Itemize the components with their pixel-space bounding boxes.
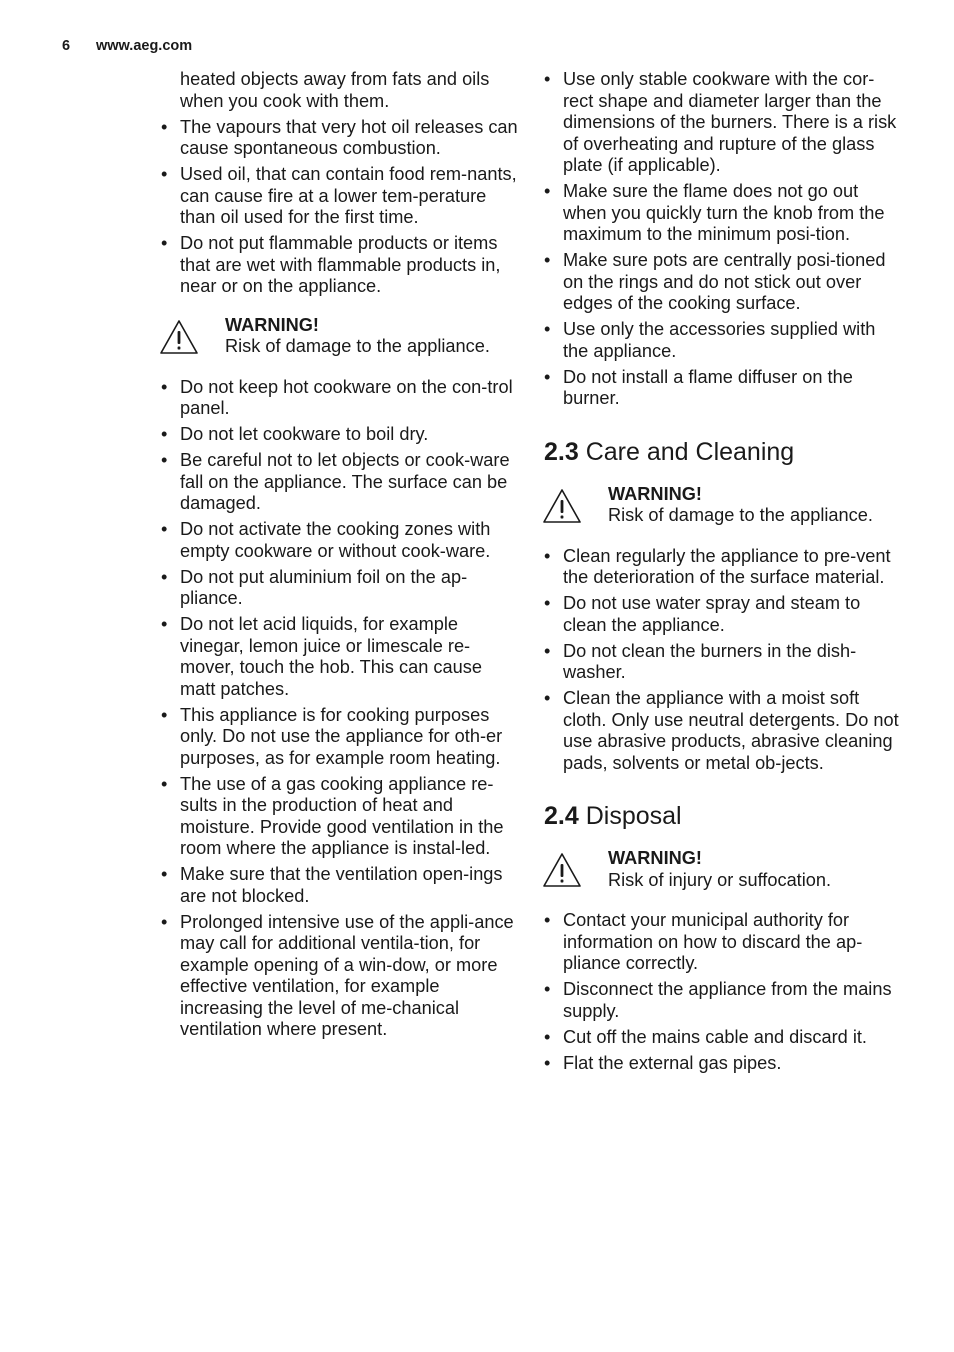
warning-title: WARNING! [608,483,702,504]
warning-title: WARNING! [225,314,319,335]
warning-text: Risk of damage to the appliance. [225,336,490,356]
section-heading-disposal [544,801,901,831]
list-item: • Do not let acid liquids, for example vinegar, lemon juice or limescale re-mover, touch the hob. This can cause matt patches. [158,614,518,700]
warning-triangle-icon [542,852,582,888]
list-item: • Use only stable cookware with the cor-rect shape and diameter larger than the dimensions of the burners. There is a risk of overheating and rupture of the glass plate (if applicable). [541,69,901,177]
page-number: 6 [62,38,71,54]
warning-title: WARNING! [608,848,702,868]
list-item: • Disconnect the appliance from the mains supply. [541,979,901,1022]
bullet-list [158,117,518,298]
list-item: • Flat the external gas pipes. [541,1053,901,1075]
list-item: • Do not put flammable products or items that are wet with flammable products in, near or on the appliance. [158,233,518,298]
list-item: • Make sure that the ventilation open-ings are not blocked. [158,864,518,907]
list-item: • The vapours that very hot oil releases can cause spontaneous combustion. [158,117,518,160]
right-column [541,69,901,1079]
list-item: • Cut off the mains cable and discard it. [541,1027,901,1049]
list-item: • Do not clean the burners in the dish-washer. [541,641,901,684]
warning-box [158,315,518,358]
warning-triangle-icon [542,488,582,524]
bullet-list [541,910,901,1074]
left-column [158,69,518,1045]
section-heading-care [544,437,901,467]
warning-triangle-icon [159,319,199,355]
list-item: • Do not put aluminium foil on the ap-pliance. [158,567,518,610]
list-item: • Prolonged intensive use of the appli-ance may call for additional ventila-tion, for example opening of a win-dow, or more effective ventilation, for example increasing the level of me-chanical ventilation where present. [158,912,518,1041]
section-number: 2.4 [544,802,579,830]
website-url: www.aeg.com [96,38,193,54]
list-item: • Make sure pots are centrally posi-tioned on the rings and do not stick out over edges of the cooking surface. [541,250,901,315]
list-item: • Use only the accessories supplied with the appliance. [541,319,901,362]
list-item: • Contact your municipal authority for information on how to discard the ap-pliance correctly. [541,910,901,975]
list-item: • Do not install a flame diffuser on the burner. [541,367,901,410]
list-item: • Do not keep hot cookware on the con-trol panel. [158,377,518,420]
list-item: • Do not let cookware to boil dry. [158,424,518,446]
warning-text: Risk of damage to the appliance. [608,505,873,525]
list-item: • The use of a gas cooking appliance re-sults in the production of heat and moisture. Provide good ventilation in the room where the appliance is instal-led. [158,774,518,860]
section-title: Care and Cleaning [585,437,795,466]
list-item: • Clean regularly the appliance to pre-vent the deterioration of the surface material. [541,546,901,589]
warning-box [541,484,901,527]
list-item: • Do not activate the cooking zones with empty cookware or without cook-ware. [158,519,518,562]
bullet-list [541,69,901,410]
continued-paragraph: heated objects away from fats and oils when you cook with them. [180,69,490,111]
list-item: • Make sure the flame does not go out when you quickly turn the knob from the maximum to the minimum posi-tion. [541,181,901,246]
warning-text: Risk of injury or suffocation. [608,869,832,890]
list-item: • Used oil, that can contain food rem-nants, can cause fire at a lower tem-perature than oil used for the first time. [158,164,518,229]
list-item: • This appliance is for cooking purposes only. Do not use the appliance for oth-er purposes, as for example room heating. [158,705,518,770]
list-item: • Clean the appliance with a moist soft cloth. Only use neutral detergents. Do not use abrasive products, abrasive cleaning pads, solvents or metal ob-jects. [541,688,901,774]
list-item: • Do not use water spray and steam to clean the appliance. [541,593,901,636]
warning-box [541,848,901,891]
page-header [62,38,192,54]
section-number: 2.3 [544,437,579,466]
list-item: • Be careful not to let objects or cook-ware fall on the appliance. The surface can be damaged. [158,450,518,515]
bullet-list [541,546,901,775]
section-title: Disposal [585,802,682,830]
bullet-list [158,377,518,1041]
